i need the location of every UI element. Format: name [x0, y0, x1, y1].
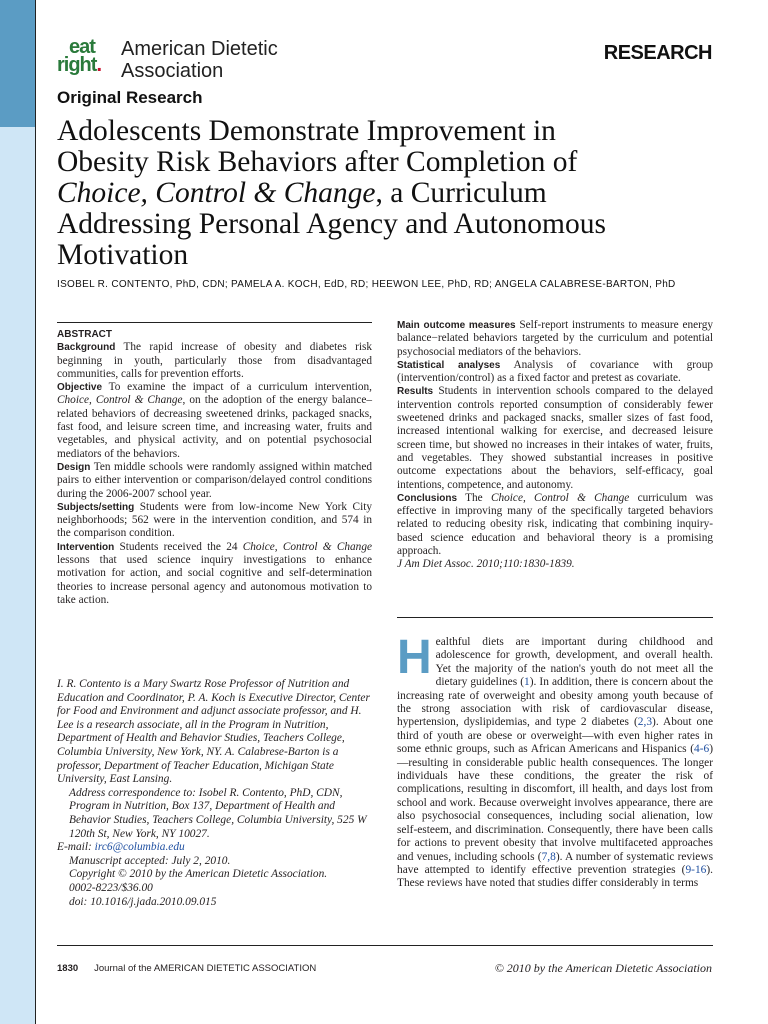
- affiliation-bio: I. R. Contento is a Mary Swartz Rose Professor of Nutrition and Education and Coordinator, P. A. Koch is Executive Director, Center for Food and Environment and adjunct associate professor, and H. Lee is a research associate, all in the Program in Nutrition, Department of Health and Behavior Studies, Teachers College, Columbia University, New York, NY. A. Calabrese-Barton is a professor, Department of Teacher Education, Michigan State University, East Lansing.: [57, 678, 370, 786]
- design-label: Design: [57, 461, 91, 473]
- abstract-intervention: [57, 541, 372, 607]
- subjects-text: Students were from low-income New York City neighborhoods; 562 were in the intervention condition, and 574 in the comparison condition.: [57, 500, 373, 540]
- body-text-1: ealthful diets are important during childhood and adolescence for growth, development, and overall health. Yet the majority of the nation's youth do not meet all the dietary guidelines (: [435, 636, 713, 689]
- intervention-text-a: Students received the 24: [119, 540, 238, 553]
- citation-ref-1[interactable]: 1: [524, 676, 530, 689]
- abstract-citation: J Am Diet Assoc. 2010;110:1830-1839.: [397, 558, 575, 571]
- body-text-4: )—resulting in considerable public health consequences. The longer individuals have these conditions, the greater the risk of complications, resulting in discomfort, ill health, and days lost from school and work. Because overweight involves appearance, there are also psychosocial consequences, including social alienation, low self-esteem, and discrimination. Consequently, there have been calls for actions to prevent obesity that involve multifaceted approaches and venues, including schools (: [397, 743, 713, 863]
- stats-label: Statistical analyses: [397, 359, 501, 371]
- abstract-heading: ABSTRACT: [57, 329, 112, 340]
- email-link[interactable]: irc6@columbia.edu: [94, 841, 185, 854]
- issn: 0002-8223/$36.00: [69, 881, 153, 894]
- conclusions-text-b: curriculum was effective in improving many of the specifically targeted behaviors related to reducing obesity risk, indicating that combining inquiry-based science education and behavioral theory is a promising approach.: [397, 491, 713, 558]
- logo-mark-line1: eat: [69, 36, 95, 58]
- left-margin-accent: [0, 0, 35, 127]
- title-line-4: Addressing Personal Agency and Autonomous: [57, 208, 606, 240]
- abstract-outcome: [397, 319, 713, 359]
- abstract-stats: [397, 359, 713, 386]
- left-margin-bar: [0, 0, 36, 1024]
- conclusions-label: Conclusions: [397, 492, 458, 504]
- objective-label: Objective: [57, 382, 103, 394]
- citation-ref-2[interactable]: 2,3: [637, 716, 653, 729]
- objective-italic: Choice, Control & Change: [57, 394, 183, 407]
- footer-rule: [57, 945, 713, 946]
- stats-text: Analysis of covariance with group (intervention/control) as a fixed factor and pretest as covariate.: [397, 358, 713, 385]
- footer-copyright: © 2010 by the American Dietetic Association: [494, 961, 712, 975]
- subjects-label: Subjects/setting: [57, 501, 135, 513]
- article-body: [397, 631, 714, 891]
- title-line-3-italic: Choice, Control & Change: [57, 177, 376, 209]
- body-text-2: ). In addition, there is concern about the increasing rate of overweight and obesity among youth because of the strong association with risk of cardiovascular disease, hypertension, dyslipidemias, and type 2 diabetes (: [397, 676, 714, 729]
- article-title: [57, 116, 717, 271]
- objective-text-b: , on the adoption of the energy balance–related behaviors of decreasing sweetened drinks, packaged snacks, fast food, and leisure screen time, and increasing water, fruits and vegetables, and physical activity, and on potential psychosocial mediators of the behaviors.: [57, 394, 373, 460]
- background-text: The rapid increase of obesity and diabetes risk beginning in youth, particularly those from disadvantaged communities, calls for prevention efforts.: [57, 341, 373, 380]
- outcome-text: Self-report instruments to measure energy balance−related behaviors targeted by the curriculum and potential psychosocial mediators of the behaviors.: [397, 319, 713, 358]
- title-line-5: Motivation: [57, 239, 189, 271]
- affiliation-address: Address correspondence to: Isobel R. Contento, PhD, CDN, Program in Nutrition, Box 137, Department of Health and Behavior Studies, Teachers College, Columbia University, 525 W 120th St, New York, NY 10027.: [69, 786, 367, 840]
- intervention-text-b: lessons that used science inquiry investigations to enhance motivation for action, and social cognitive and self-determination theories to increase personal agency and autonomous motivation to take action.: [57, 554, 372, 606]
- ada-logo: [57, 38, 278, 82]
- results-text: Students in intervention schools compared to the delayed intervention controls reported consumption of considerably fewer sweetened drinks and packaged snacks, smaller sizes of fast food, increased intentional walking for exercise, and decreased leisure screen time, but showed no increases in their intakes of water, fruits, and vegetables. They showed substantial increases in positive outcome expectations about the behaviors, self-efficacy, goal intentions, competence, and autonomy.: [397, 385, 714, 491]
- journal-name: Journal of the AMERICAN DIETETIC ASSOCIATION: [94, 963, 317, 974]
- section-label: RESEARCH: [603, 42, 712, 64]
- logo-org-line2: Association: [121, 60, 224, 82]
- doi: doi: 10.1016/j.jada.2010.09.015: [69, 895, 217, 908]
- abstract-subjects: [57, 501, 372, 541]
- abstract-background: [57, 341, 372, 381]
- objective-text-a: To examine the impact of a curriculum intervention,: [108, 381, 373, 394]
- abstract-results: [397, 385, 713, 491]
- eat-right-logo-mark: [57, 38, 119, 74]
- results-label: Results: [397, 386, 434, 398]
- body-text-5: ). A number of systematic reviews have attempted to identify effective prevention strategies (: [397, 850, 714, 876]
- abstract-left-column: [57, 328, 372, 607]
- author-affiliations: [57, 678, 372, 909]
- logo-mark-dot: .: [96, 54, 101, 76]
- body-text-6: ). These reviews have noted that studies differ considerably in terms: [397, 863, 713, 890]
- title-line-1: Adolescents Demonstrate Improvement in: [57, 115, 556, 147]
- page-number: 1830: [57, 963, 79, 974]
- abstract-design: [57, 461, 372, 501]
- logo-org-line1: American Dietetic: [121, 38, 278, 60]
- drop-cap: H: [397, 631, 432, 684]
- body-text-3: ). About one third of youth are obese or overweight—with even higher rates in some ethnic groups, such as African Americans and Hispanics (: [397, 716, 713, 756]
- title-line-2: Obesity Risk Behaviors after Completion of: [57, 146, 578, 178]
- background-label: Background: [57, 342, 116, 354]
- conclusions-italic: Choice, Control & Change: [490, 491, 630, 504]
- abstract-bottom-rule: [397, 617, 713, 618]
- logo-org-name: [121, 38, 278, 82]
- intervention-label: Intervention: [57, 541, 115, 553]
- abstract-conclusions: [397, 492, 713, 558]
- affiliation-copyright: Copyright © 2010 by the American Dietetic Association.: [69, 868, 328, 881]
- logo-mark-line2: right: [57, 54, 97, 76]
- page-footer-left: [57, 963, 316, 974]
- title-line-3-rest: , a Curriculum: [375, 177, 547, 209]
- abstract-top-rule: [57, 322, 372, 323]
- abstract-right-column: [397, 319, 713, 572]
- article-category: Original Research: [57, 88, 203, 107]
- intervention-italic: Choice, Control & Change: [242, 540, 372, 553]
- citation-ref-4[interactable]: 7,8: [541, 850, 556, 863]
- design-text: Ten middle schools were randomly assigned within matched pairs to either intervention or comparison/delayed control conditions during the 2006-2007 school year.: [57, 460, 372, 500]
- author-list: ISOBEL R. CONTENTO, PhD, CDN; PAMELA A. KOCH, EdD, RD; HEEWON LEE, PhD, RD; ANGELA CALABRESE-BARTON, PhD: [57, 279, 676, 290]
- conclusions-text-a: The: [465, 491, 483, 504]
- citation-ref-5[interactable]: 9-16: [685, 863, 707, 876]
- manuscript-accepted: Manuscript accepted: July 2, 2010.: [69, 854, 231, 867]
- outcome-label: Main outcome measures: [397, 320, 516, 331]
- abstract-objective: [57, 381, 372, 461]
- email-label: E-mail:: [57, 841, 92, 854]
- citation-ref-3[interactable]: 4-6: [694, 743, 710, 756]
